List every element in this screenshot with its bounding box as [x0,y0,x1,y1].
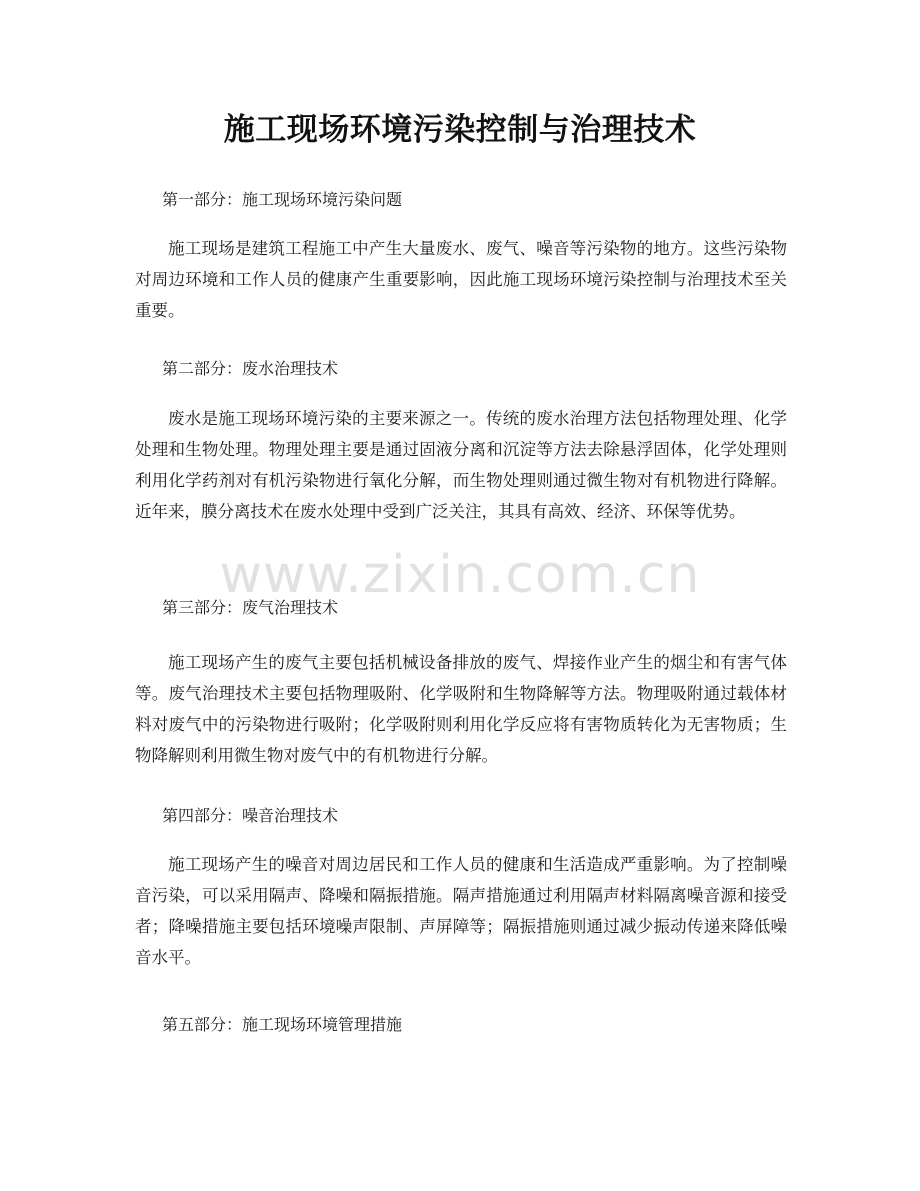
section-heading-4: 第四部分：噪音治理技术 [162,806,339,825]
section-heading-5: 第五部分：施工现场环境管理措施 [162,1015,403,1034]
section-heading-3: 第三部分：废气治理技术 [162,598,339,617]
watermark-text: www.zixin.com.cn [219,545,701,605]
section-paragraph-1: 施工现场是建筑工程施工中产生大量废水、废气、噪音等污染物的地方。这些污染物对周边环境和工作人员的健康产生重要影响，因此施工现场环境污染控制与治理技术至关重要。 [135,239,787,320]
section-paragraph-3: 施工现场产生的废气主要包括机械设备排放的废气、焊接作业产生的烟尘和有害气体等。废气治理技术主要包括物理吸附、化学吸附和生物降解等方法。物理吸附通过载体材料对废气中的污染物进行吸附；化学吸附则利用化学反应将有害物质转化为无害物质；生物降解则利用微生物对废气中的有机物进行分解。 [135,653,787,765]
section-heading-2: 第二部分：废水治理技术 [162,359,339,378]
section-heading-1: 第一部分：施工现场环境污染问题 [162,190,403,209]
section-paragraph-4: 施工现场产生的噪音对周边居民和工作人员的健康和生活造成严重影响。为了控制噪音污染，可以采用隔声、降噪和隔振措施。隔声措施通过利用隔声材料隔离噪音源和接受者；降噪措施主要包括环境噪声限制、声屏障等；隔振措施则通过减少振动传递来降低噪音水平。 [135,855,787,967]
section-paragraph-2: 废水是施工现场环境污染的主要来源之一。传统的废水治理方法包括物理处理、化学处理和生物处理。物理处理主要是通过固液分离和沉淀等方法去除悬浮固体，化学处理则利用化学药剂对有机污染物进行氧化分解，而生物处理则通过微生物对有机物进行降解。近年来，膜分离技术在废水处理中受到广泛关注，其具有高效、经济、环保等优势。 [135,409,787,521]
document-title: 施工现场环境污染控制与治理技术 [223,112,697,148]
